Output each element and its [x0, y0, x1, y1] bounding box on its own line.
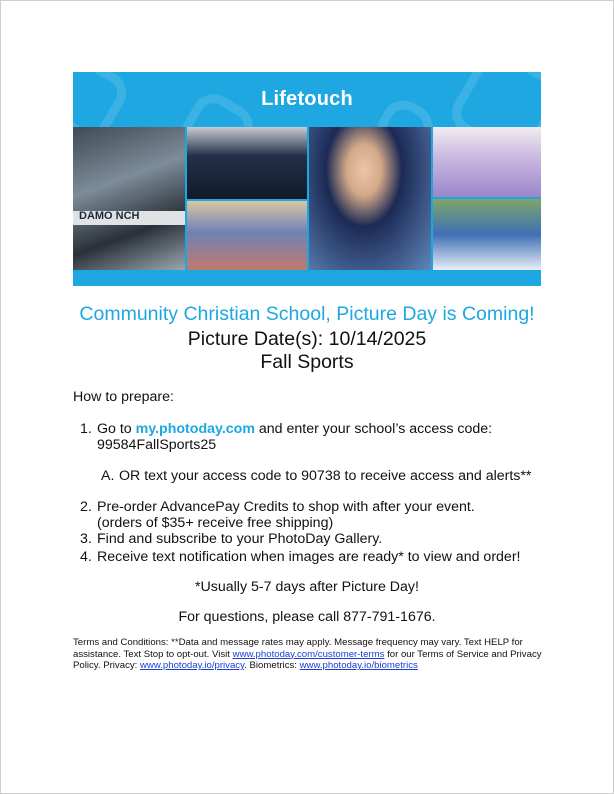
photo-soccer-team: [433, 199, 541, 270]
terms-and-conditions: [73, 637, 543, 672]
access-code: 99584FallSports25: [97, 437, 217, 453]
photoday-link[interactable]: my.photoday.com: [135, 421, 255, 437]
photo-band-student: [309, 127, 431, 270]
step-number: 2.: [80, 499, 92, 515]
step-number: 4.: [80, 549, 92, 565]
step-2-text: Pre-order AdvancePay Credits to shop with after your event.: [97, 499, 475, 515]
step-3-text: Find and subscribe to your PhotoDay Gallery.: [97, 531, 383, 547]
step-number: 3.: [80, 531, 92, 547]
step-number: 1.: [80, 421, 92, 437]
customer-terms-link[interactable]: www.photoday.com/customer-terms: [232, 648, 385, 660]
picture-date: Picture Date(s): 10/14/2025: [187, 328, 427, 350]
lifetouch-logo: Lifetouch: [261, 88, 353, 110]
step-1-prefix: Go to: [97, 421, 136, 437]
photo-football-team: [187, 127, 307, 199]
step-2-note: (orders of $35+ receive free shipping): [97, 515, 334, 531]
prepare-heading: How to prepare:: [73, 389, 174, 405]
questions-note: For questions, please call 877-791-1676.: [178, 609, 436, 625]
turnaround-note: *Usually 5-7 days after Picture Day!: [195, 579, 419, 595]
banner-footer-strip: [73, 272, 541, 286]
terms-text: Terms and Conditions: **Data and message rates may apply. Message frequency may vary. Text HELP for assistance. Text Stop to opt-out. Visit: [73, 637, 523, 660]
terms-text: for our Terms of Service and Privacy Policy. Privacy:: [73, 648, 542, 671]
school-headline: Community Christian School, Picture Day is Coming!: [79, 303, 535, 325]
substep-text-alert: OR text your access code to 90738 to receive access and alerts**: [119, 468, 532, 484]
biometrics-link[interactable]: www.photoday.io/biometrics: [299, 660, 418, 671]
step-4-text: Receive text notification when images are ready* to view and order!: [97, 549, 521, 565]
photo-track-athlete: [73, 127, 185, 270]
event-name: Fall Sports: [260, 351, 354, 373]
terms-text: . Biometrics:: [244, 660, 300, 671]
banner-header: [73, 72, 541, 127]
photo-dance-group: [433, 127, 541, 197]
privacy-link[interactable]: www.photoday.io/privacy: [140, 660, 245, 671]
lifetouch-banner: [73, 72, 541, 286]
photo-banner-strip: [73, 211, 185, 225]
substep-marker: A.: [101, 468, 115, 484]
step-1-text: [97, 421, 492, 437]
step-1-suffix: and enter your school’s access code:: [254, 421, 493, 437]
photo-cheer-team: [187, 201, 307, 270]
